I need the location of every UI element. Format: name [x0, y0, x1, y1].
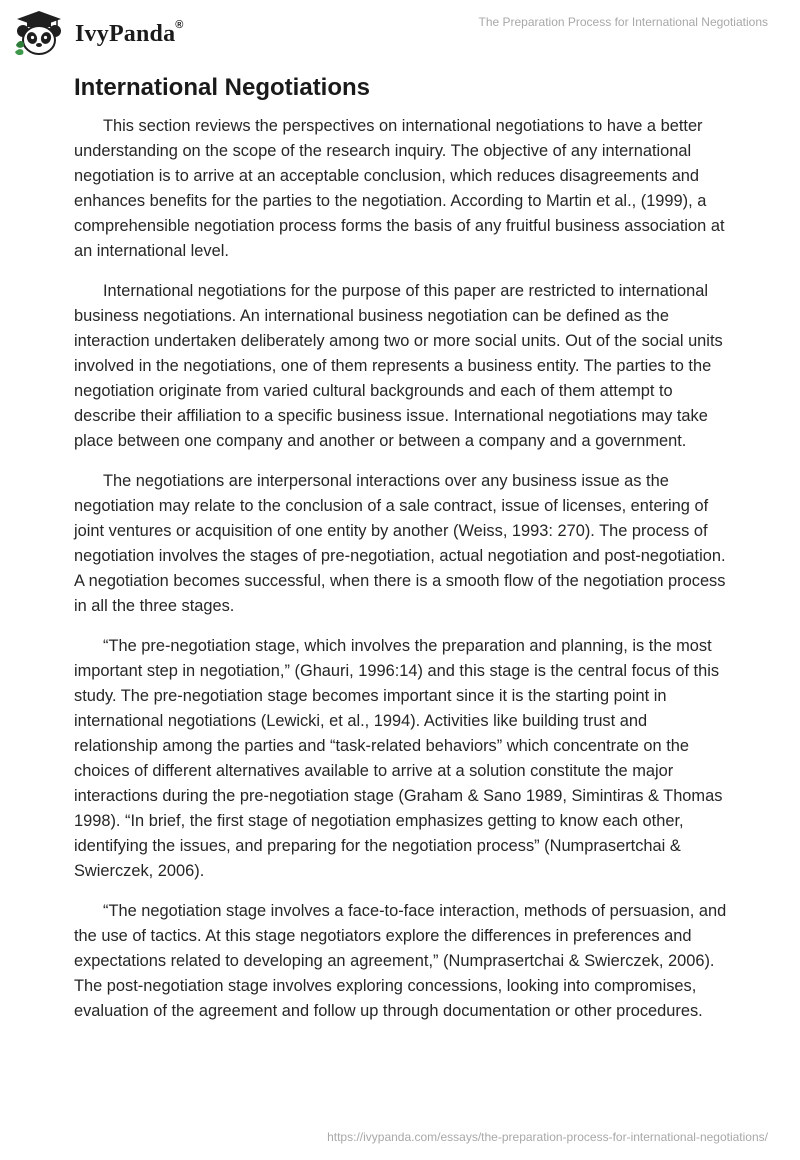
panda-graduate-icon	[13, 9, 65, 57]
paragraph-2: International negotiations for the purpose of this paper are restricted to international business negotiations. An international business negotiation can be defined as the interaction undertaken deliberately among two or more social units. Out of the social units involved in the negotiations, one of them represents a business entity. The parties to the negotiation originate from varied cultural backgrounds and each of them attempt to describe their affiliation to a specific business issue. International negotiations may take place between one company and another or between a company and a government.	[74, 282, 723, 450]
ivypanda-logo[interactable]	[13, 9, 184, 57]
paragraph-1: This section reviews the perspectives on international negotiations to have a better understanding on the scope of the research inquiry. The objective of any international negotiation is to arrive at an acceptable conclusion, which reduces disagreements and enhances benefits for the parties to the negotiation. According to Martin et al., (1999), a comprehensible negotiation process forms the basis of any fruitful business association at an international level.	[74, 117, 725, 260]
article-heading: International Negotiations	[74, 74, 371, 101]
paragraph-4: “The pre-negotiation stage, which involves the preparation and planning, is the most important step in negotiation,” (Ghauri, 1996:14) and this stage is the central focus of this study. The pre-negotiation stage becomes important since it is the starting point in international negotiations (Lewicki, et al., 1994). Activities like building trust and relationship among the parties and “task-related behaviors” which concentrate on the choices of different alternatives available to arrive at a solution constitute the major interactions during the pre-negotiation stage (Graham & Sano 1989, Simintiras & Thomas 1998). “In brief, the first stage of negotiation emphasizes getting to know each other, identifying the issues, and preparing for the negotiation process” (Numprasertchai & Swierczek, 2006).	[74, 637, 723, 880]
paragraph-5: “The negotiation stage involves a face-to-face interaction, methods of persuasion, and the use of tactics. At this stage negotiators explore the differences in preferences and expectations related to developing an agreement,” (Numprasertchai & Swierczek, 2006). The post-negotiation stage involves exploring concessions, looking into compromises, evaluation of the agreement and follow up through documentation or other procedures.	[74, 902, 727, 1020]
paragraph-3: The negotiations are interpersonal interactions over any business issue as the negotiation may relate to the conclusion of a sale contract, issue of licenses, entering of joint ventures or acquisition of one entity by another (Weiss, 1993: 270). The process of negotiation involves the stages of pre-negotiation, actual negotiation and post-negotiation. A negotiation becomes successful, when there is a smooth flow of the negotiation process in all the three stages.	[74, 472, 726, 615]
brand-name: IvyPanda®	[75, 18, 184, 47]
document-title: The Preparation Process for International Negotiations	[478, 15, 768, 29]
article	[74, 72, 734, 1039]
page-header	[0, 0, 800, 64]
source-url[interactable]: https://ivypanda.com/essays/the-preparation-process-for-international-negotiations/	[327, 1130, 768, 1144]
